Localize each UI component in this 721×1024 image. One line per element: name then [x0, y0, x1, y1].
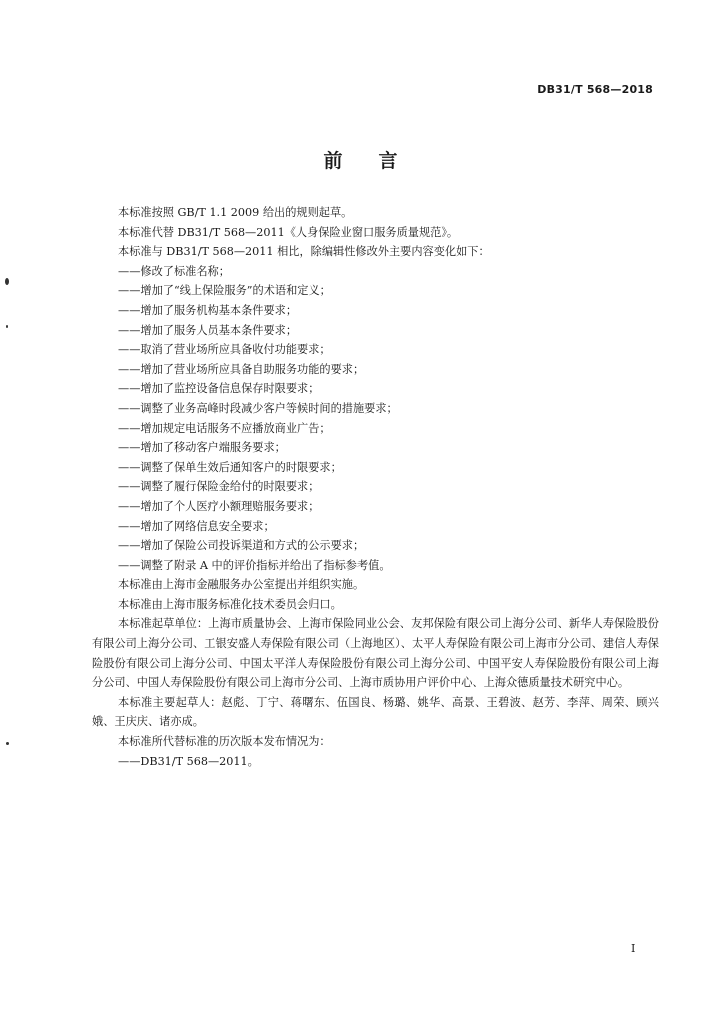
intro-line-1: 本标准按照 GB/T 1.1 2009 给出的规则起草。: [118, 206, 353, 219]
change-item: ——增加了营业场所应具备自助服务功能的要求；: [118, 362, 365, 376]
proposer-statement: 本标准由上海市金融服务办公室提出并组织实施。: [118, 578, 365, 592]
scan-speck: [6, 742, 9, 745]
intro-line-2: 本标准代替 DB31/T 568—2011《人身保险业窗口服务质量规范》。: [118, 225, 459, 239]
change-item: ——调整了履行保险金给付的时限要求；: [118, 480, 320, 494]
change-item: ——增加了保险公司投诉渠道和方式的公示要求；: [118, 539, 365, 553]
change-item: ——增加了移动客户端服务要求；: [118, 441, 286, 455]
scan-speck: [5, 278, 9, 285]
document-id: DB31/T 568—2018: [537, 83, 653, 96]
changes-list: [92, 262, 659, 576]
change-item: ——修改了标准名称；: [118, 264, 230, 278]
scan-speck: [6, 325, 8, 328]
page-title: 前言: [323, 150, 434, 172]
intro-line-3: 本标准与 DB31/T 568—2011 相比，除编辑性修改外主要内容变化如下：: [118, 245, 490, 259]
history-intro: 本标准所代替标准的历次版本发布情况为：: [118, 735, 331, 749]
change-item: ——增加了服务人员基本条件要求；: [118, 323, 298, 337]
change-item: ——增加规定电话服务不应播放商业广告；: [118, 421, 331, 435]
page-number: I: [631, 942, 636, 955]
drafting-units-paragraph: 本标准起草单位：上海市质量协会、上海市保险同业公会、友邦保险有限公司上海分公司、新华人寿保险股份有限公司上海分公司、工银安盛人寿保险有限公司（上海地区）、太平人寿保险有限公司上海市分公司、建信人寿保险股份有限公司上海分公司、中国太平洋人寿保险股份有限公司上海分公司、中国平安人寿保险股份有限公司上海分公司、中国人寿保险股份有限公司上海市分公司、上海市质协用户评价中心、上海众德质量技术研究中心。: [92, 617, 659, 690]
committee-statement: 本标准由上海市服务标准化技术委员会归口。: [118, 597, 342, 611]
change-item: ——增加了监控设备信息保存时限要求；: [118, 382, 320, 396]
change-item: ——增加了网络信息安全要求；: [118, 519, 275, 533]
foreword-body: [92, 203, 659, 771]
change-item: ——取消了营业场所应具备收付功能要求；: [118, 343, 331, 357]
change-item: ——调整了业务高峰时段减少客户等候时间的措施要求；: [118, 401, 398, 415]
change-item: ——增加了服务机构基本条件要求；: [118, 303, 298, 317]
change-item: ——调整了附录 A 中的评价指标并给出了指标参考值。: [118, 558, 391, 572]
change-item: ——增加了“线上保险服务”的术语和定义；: [118, 284, 331, 298]
change-item: ——调整了保单生效后通知客户的时限要求；: [118, 460, 342, 474]
history-item: ——DB31/T 568—2011。: [118, 754, 259, 768]
drafters-paragraph: 本标准主要起草人：赵彪、丁宁、蒋曙东、伍国良、杨璐、姚华、高景、王碧波、赵芳、李萍、周荣、顾兴娥、王庆庆、诸亦成。: [92, 695, 659, 729]
change-item: ——增加了个人医疗小额理赔服务要求；: [118, 499, 320, 513]
